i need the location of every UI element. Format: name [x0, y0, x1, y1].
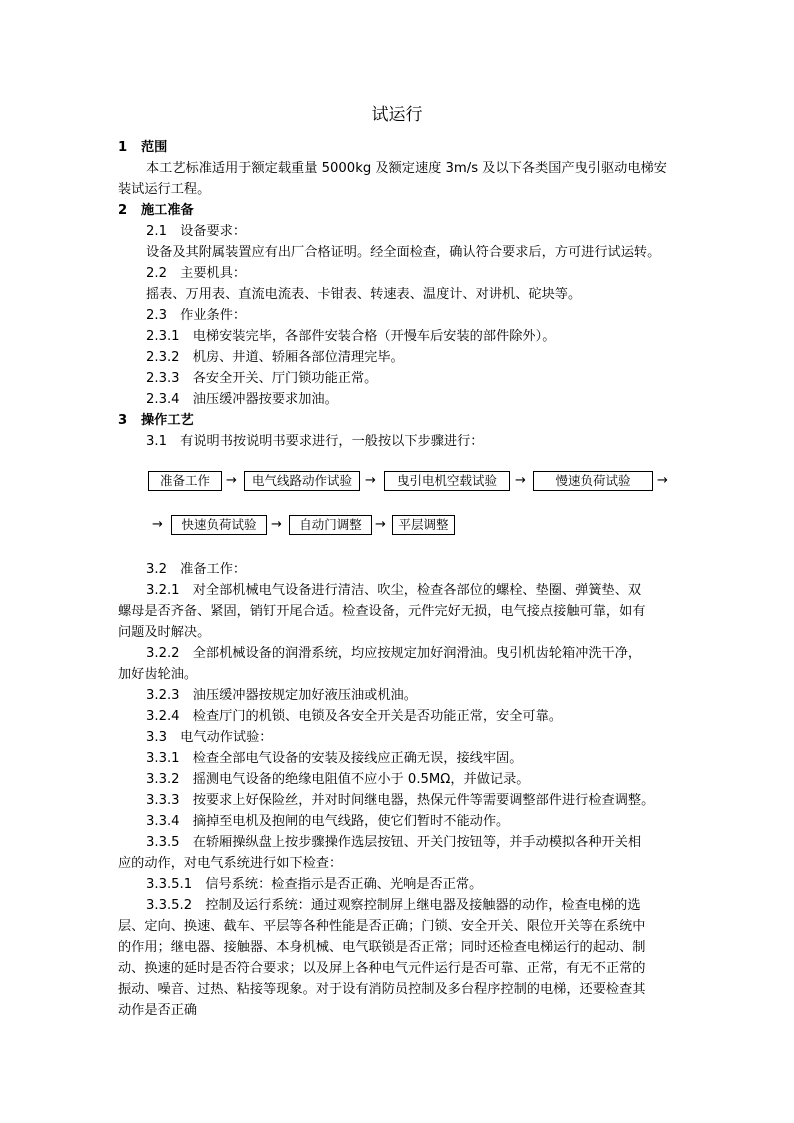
flow-step-prepare: 准备工作 [148, 471, 222, 491]
paragraph-line: 加好齿轮油。 [118, 667, 198, 682]
section-1-paragraph-line: 装试运行工程。 [118, 182, 211, 197]
subheading-3-3: 3.3 电气动作试验： [146, 730, 273, 745]
paragraph-line: 的作用；继电器、接触器、本身机械、电气联锁是否正常；同时还检查电梯运行的起动、制 [118, 940, 646, 955]
section-1-paragraph-line: 本工艺标准适用于额定载重量 5000kg 及额定速度 3m/s 及以下各类国产曳引驱动电梯安 [146, 161, 667, 176]
flow-step-fast-load-test: 快速负荷试验 [171, 515, 267, 535]
subheading-3-1: 3.1 有说明书按说明书要求进行，一般按以下步骤进行： [146, 434, 484, 449]
section-3-number: 3 [118, 413, 128, 428]
flow-arrow: → [152, 517, 163, 532]
flow-step-circuit-test: 电气线路动作试验 [244, 471, 360, 491]
flow-step-leveling: 平层调整 [392, 515, 455, 535]
flow-step-motor-noload-test: 曳引电机空载试验 [384, 471, 510, 491]
item-3-3-3: 3.3.3 按要求上好保险丝，并对时间继电器，热保元件等需要调整部件进行检查调整。 [146, 793, 655, 808]
flow-arrow: → [226, 473, 237, 488]
flow-arrow: → [365, 473, 376, 488]
flow-step-slow-load-test: 慢速负荷试验 [533, 471, 653, 491]
flow-arrow: → [515, 473, 526, 488]
subheading-2-3: 2.3 作业条件： [146, 308, 247, 323]
subheading-2-2: 2.2 主要机具： [146, 266, 247, 281]
section-2-number: 2 [118, 203, 128, 218]
paragraph-line: 3.3.5 在轿厢操纵盘上按步骤操作选层按钮、开关门按钮等，并手动模拟各种开关相 [146, 835, 642, 850]
item-2-3-2: 2.3.2 机房、井道、轿厢各部位清理完毕。 [146, 350, 404, 365]
flow-step-auto-door: 自动门调整 [289, 515, 372, 535]
item-3-3-4: 3.3.4 摘掉至电机及抱闸的电气线路，使它们暂时不能动作。 [146, 814, 510, 829]
flow-arrow: → [271, 517, 282, 532]
flow-arrow: → [375, 517, 386, 532]
subheading-3-2: 3.2 准备工作： [146, 562, 247, 577]
paragraph-line: 动作是否正确 [118, 1003, 198, 1018]
section-2-heading: 施工准备 [141, 203, 194, 218]
flow-arrow: → [657, 473, 668, 488]
paragraph-line: 3.3.5.2 控制及运行系统：通过观察控制屏上继电器及接触器的动作，检查电梯的选 [146, 898, 641, 913]
subheading-2-1: 2.1 设备要求： [146, 224, 247, 239]
paragraph-line: 设备及其附属装置应有出厂合格证明。经全面检查，确认符合要求后，方可进行试运转。 [146, 245, 661, 260]
paragraph-line: 振动、噪音、过热、粘接等现象。对于设有消防员控制及多台程序控制的电梯，还要检查其 [118, 982, 646, 997]
paragraph-line: 螺母是否齐备、紧固，销钉开尾合适。检查设备，元件完好无损，电气接点接触可靠，如有 [118, 604, 646, 619]
paragraph-line: 问题及时解决。 [118, 625, 211, 640]
paragraph-line: 3.2.2 全部机械设备的润滑系统，均应按规定加好润滑油。曳引机齿轮箱冲洗干净， [146, 646, 642, 661]
item-2-3-3: 2.3.3 各安全开关、厅门锁功能正常。 [146, 371, 378, 386]
section-3-heading: 操作工艺 [141, 413, 194, 428]
page-title: 试运行 [371, 105, 423, 125]
section-1-number: 1 [118, 140, 128, 155]
section-1-heading: 范围 [141, 140, 168, 155]
paragraph-line: 动、换速的延时是否符合要求；以及屏上各种电气元件运行是否可靠、正常，有无不正常的 [118, 961, 646, 976]
item-2-3-1: 2.3.1 电梯安装完毕，各部件安装合格（开慢车后安装的部件除外）。 [146, 329, 556, 344]
item-3-2-3: 3.2.3 油压缓冲器按规定加好液压油或机油。 [146, 688, 417, 703]
item-3-3-2: 3.3.2 摇测电气设备的绝缘电阻值不应小于 0.5MΩ，并做记录。 [146, 772, 530, 787]
paragraph-line: 应的动作，对电气系统进行如下检查： [118, 856, 343, 871]
paragraph-line: 3.2.1 对全部机械电气设备进行清洁、吹尘，检查各部位的螺栓、垫圈、弹簧垫、双 [146, 583, 642, 598]
item-3-2-4: 3.2.4 检查厅门的机锁、电锁及各安全开关是否功能正常，安全可靠。 [146, 709, 562, 724]
item-3-3-1: 3.3.1 检查全部电气设备的安装及接线应正确无误，接线牢固。 [146, 751, 523, 766]
paragraph-line: 摇表、万用表、直流电流表、卡钳表、转速表、温度计、对讲机、砣块等。 [146, 287, 582, 302]
item-3-3-5-1: 3.3.5.1 信号系统：检查指示是否正确、光响是否正常。 [146, 877, 483, 892]
paragraph-line: 层、定向、换速、截车、平层等各种性能是否正确；门锁、安全开关、限位开关等在系统中 [118, 919, 646, 934]
item-2-3-4: 2.3.4 油压缓冲器按要求加油。 [146, 392, 338, 407]
